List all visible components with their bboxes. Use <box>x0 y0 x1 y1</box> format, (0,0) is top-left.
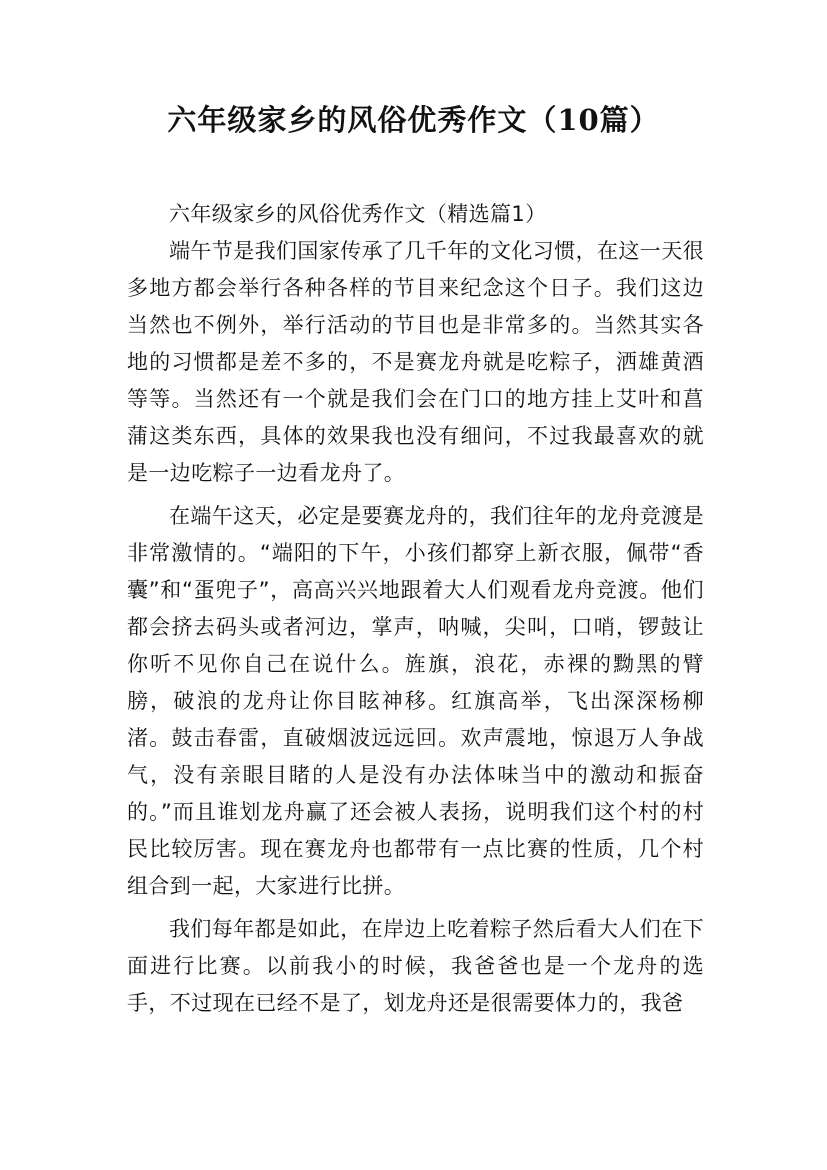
paragraph: 在端午这天，必定是要赛龙舟的，我们往年的龙舟竞渡是非常激情的。“端阳的下午，小孩们都穿上新衣服，佩带“香囊”和“蛋兜子”，高高兴兴地跟着大人们观看龙舟竞渡。他们都会挤去码头或者河边，掌声，呐喊，尖叫，口哨，锣鼓让你听不见你自己在说什么。旌旗，浪花，赤裸的黝黑的臂膀，破浪的龙舟让你目眩神移。红旗高举，飞出深深杨柳渚。鼓击春雷，直破烟波远远回。欢声震地，惊退万人争战气，没有亲眼目睹的人是没有办法体味当中的激动和振奋的。”而且谁划龙舟赢了还会被人表扬，说明我们这个村的村民比较厉害。现在赛龙舟也都带有一点比赛的性质，几个村组合到一起，大家进行比拼。 <box>127 504 704 898</box>
section-title: 六年级家乡的风俗优秀作文（精选篇1） <box>169 202 547 226</box>
paragraph: 我们每年都是如此，在岸边上吃着粽子然后看大人们在下面进行比赛。以前我小的时候，我爸爸也是一个龙舟的选手，不过现在已经不是了，划龙舟还是很需要体力的，我爸 <box>127 917 704 1015</box>
document-body <box>127 196 704 1022</box>
document-title: 六年级家乡的风俗优秀作文（10篇） <box>167 103 660 137</box>
paragraph: 端午节是我们国家传承了几千年的文化习惯，在这一天很多地方都会举行各种各样的节目来纪念这个日子。我们这边当然也不例外，举行活动的节目也是非常多的。当然其实各地的习惯都是差不多的，不是赛龙舟就是吃粽子，洒雄黄酒等等。当然还有一个就是我们会在门口的地方挂上艾叶和菖蒲这类东西，具体的效果我也没有细问，不过我最喜欢的就是一边吃粽子一边看龙舟了。 <box>127 239 704 485</box>
